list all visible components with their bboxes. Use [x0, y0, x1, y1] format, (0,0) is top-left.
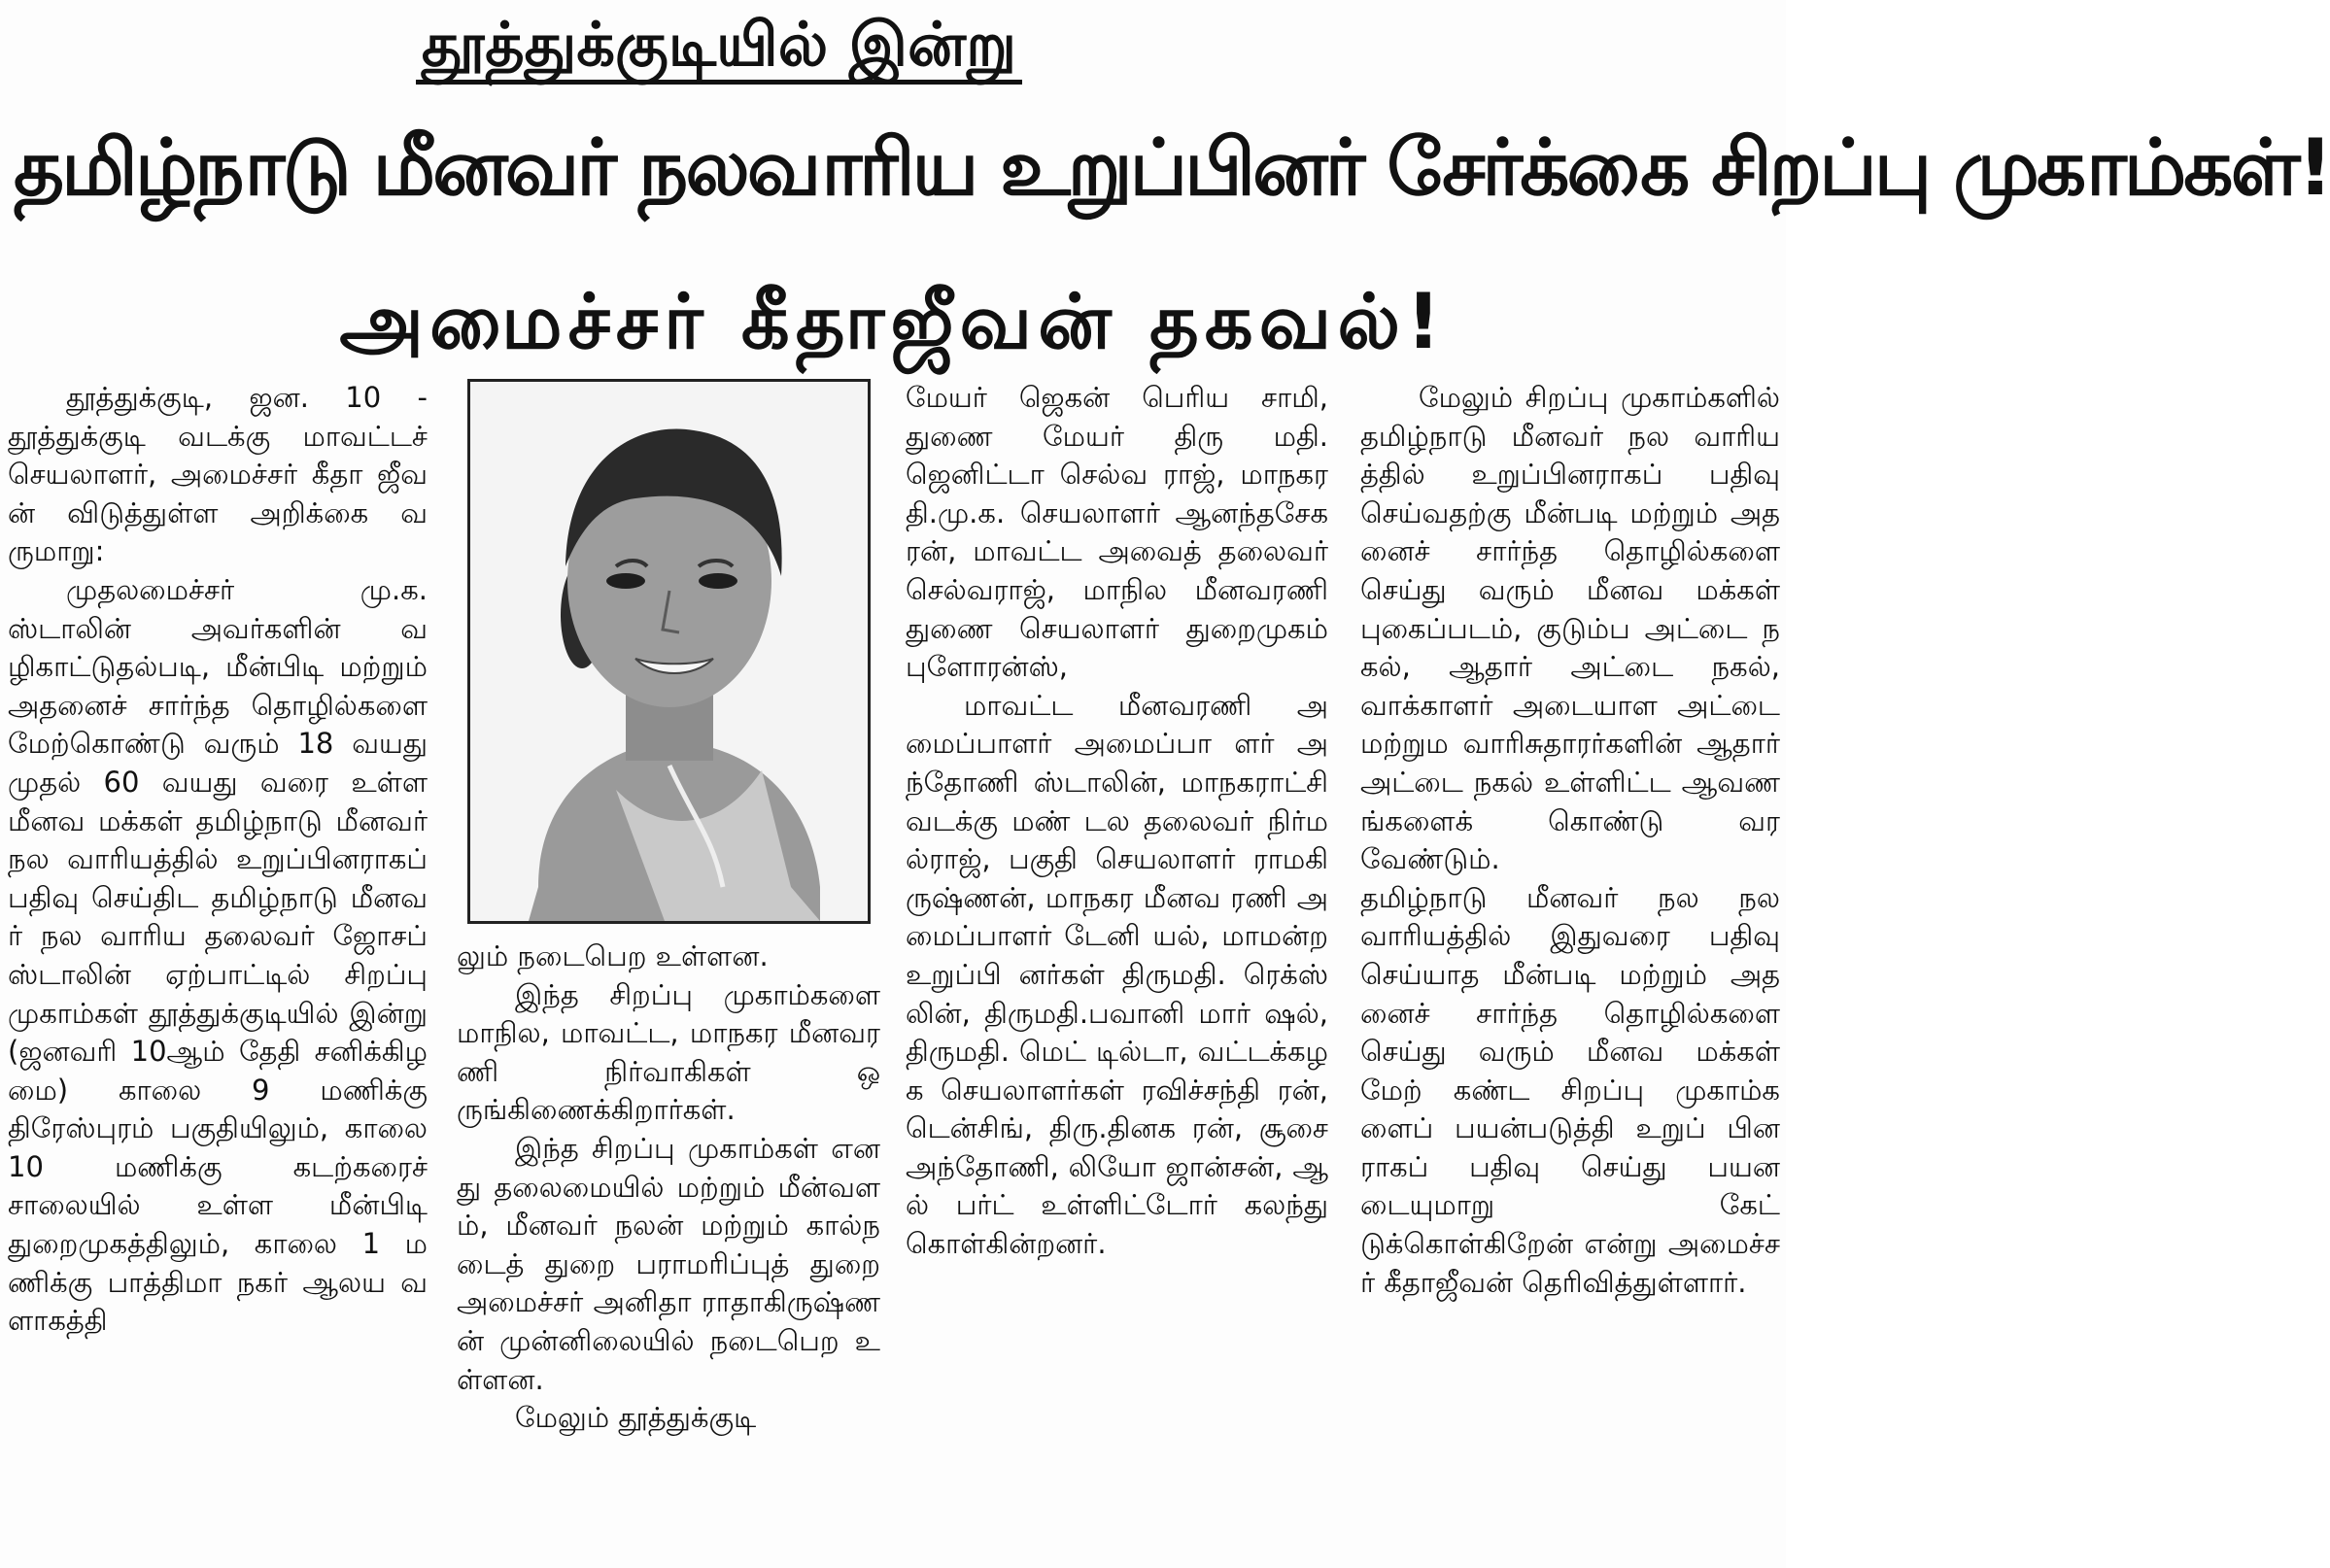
article-column-1 [8, 379, 428, 1559]
portrait-illustration [470, 382, 868, 921]
article-column-3 [906, 379, 1328, 1559]
article-paragraph: தூத்துக்குடி, ஜன. 10 - தூத்துக்குடி வடக்கு மாவட்டச் செயலாளர், அமைச்சர் கீதா ஜீவன் விடுத்துள்ள அறிக்கை வருமாறு: [8, 381, 428, 568]
article-paragraph: முதலமைச்சர் மு.க.ஸ்டாலின் அவர்களின் வழிகாட்டுதல்படி, மீன்பிடி மற்றும் அதனைச் சார்ந்த தொழில்களை மேற்கொண்டு வரும் 18 வயது முதல் 60 வயது வரை உள்ள மீனவ மக்கள் தமிழ்நாடு மீனவர் நல வாரியத்தில் உறுப்பினராகப் பதிவு செய்திட தமிழ்நாடு மீனவர் நல வாரிய தலைவர் ஜோசப் ஸ்டாலின் ஏற்பாட்டில் சிறப்பு முகாம்கள் தூத்துக்குடியில் இன்று (ஜனவரி 10ஆம் தேதி சனிக்கிழமை) காலை 9 மணிக்கு திரேஸ்புரம் பகுதியிலும், காலை 10 மணிக்கு கடற்கரைச் சாலையில் உள்ள மீன்பிடி துறைமுகத்திலும், காலை 1 மணிக்கு பாத்திமா நகர் ஆலய வளாகத்தி [8, 572, 428, 1338]
kicker-text: தூத்துக்குடியில் இன்று [416, 9, 1022, 85]
article-paragraph: இந்த சிறப்பு முகாம்களை மாநில, மாவட்ட, மாநகர மீனவரணி நிர்வாகிகள் ஒருங்கிணைக்கிறார்கள். [457, 977, 880, 1127]
kicker-heading [0, 6, 1438, 84]
article-paragraph: மேயர் ஜெகன் பெரிய சாமி, துணை மேயர் திரு மதி. ஜெனிட்டா செல்வ ராஜ், மாநகர தி.மு.க. செயலாளர் ஆனந்தசேக ரன், மாவட்ட அவைத் தலைவர் செல்வராஜ், மாநில மீனவரணி துணை செயலாளர் துறைமுகம் புளோரன்ஸ், [906, 381, 1328, 684]
article-paragraph: தமிழ்நாடு மீனவர் நல நல வாரியத்தில் இதுவரை பதிவு செய்யாத மீன்படி மற்றும் அதனைச் சார்ந்த தொழில்களை செய்து வரும் மீனவ மக்கள் மேற் கண்ட சிறப்பு முகாம்களைப் பயன்படுத்தி உறுப் பினராகப் பதிவு செய்து பயனடையுமாறு கேட் டுக்கொள்கிறேன் என்று அமைச்சர் கீதாஜீவன் தெரிவித்துள்ளார். [1360, 880, 1780, 1299]
article-column-2 [457, 937, 880, 1559]
portrait-photo [467, 379, 871, 924]
article-paragraph: மேலும் சிறப்பு முகாம்களில் தமிழ்நாடு மீனவர் நல வாரியத்தில் உறுப்பினராகப் பதிவு செய்வதற்கு மீன்படி மற்றும் அதனைச் சார்ந்த தொழில்களை செய்து வரும் மீனவ மக்கள் புகைப்படம், குடும்ப அட்டை நகல், ஆதார் அட்டை நகல், வாக்காளர் அடையாள அட்டை மற்றும வாரிசுதாரர்களின் ஆதார் அட்டை நகல் உள்ளிட்ட ஆவணங்களைக் கொண்டு வர வேண்டும். [1360, 381, 1780, 876]
article-paragraph: மேலும் தூத்துக்குடி [515, 1401, 757, 1435]
article-paragraph: லும் நடைபெற உள்ளன. [457, 939, 769, 972]
article-column-4 [1360, 379, 1780, 1559]
article-paragraph: மாவட்ட மீனவரணி அமைப்பாளர் அமைப்பா ளர் அந்தோணி ஸ்டாலின், மாநகராட்சி வடக்கு மண் டல தலைவர் நிர்மல்ராஜ், பகுதி செயலாளர் ராமகி ருஷ்ணன், மாநகர மீனவ ரணி அமைப்பாளர் டேனி யல், மாமன்ற உறுப்பி னர்கள் திருமதி. ரெக்ஸ் லின், திருமதி.பவானி மார் ஷல், திருமதி. மெட் டில்டா, வட்டக்கழக செயலாளர்கள் ரவிச்சந்தி ரன், டென்சிங், திரு.தினக ரன், சூசை அந்தோணி, லியோ ஜான்சன், ஆல் பர்ட் உள்ளிட்டோர் கலந்து கொள்கின்றனர். [906, 688, 1328, 1261]
article-paragraph: இந்த சிறப்பு முகாம்கள் எனது தலைமையில் மற்றும் மீன்வளம், மீனவர் நலன் மற்றும் கால்நடைத் துறை பராமரிப்புத் துறை அமைச்சர் அனிதா ராதாகிருஷ்ணன் முன்னிலையில் நடைபெற உள்ளன. [457, 1131, 880, 1396]
headline: தமிழ்நாடு மீனவர் நலவாரிய உறுப்பினர் சேர்க்கை சிறப்பு முகாம்கள்! [14, 122, 2330, 213]
subheadline: அமைச்சர் கீதாஜீவன் தகவல்! [339, 279, 1447, 366]
